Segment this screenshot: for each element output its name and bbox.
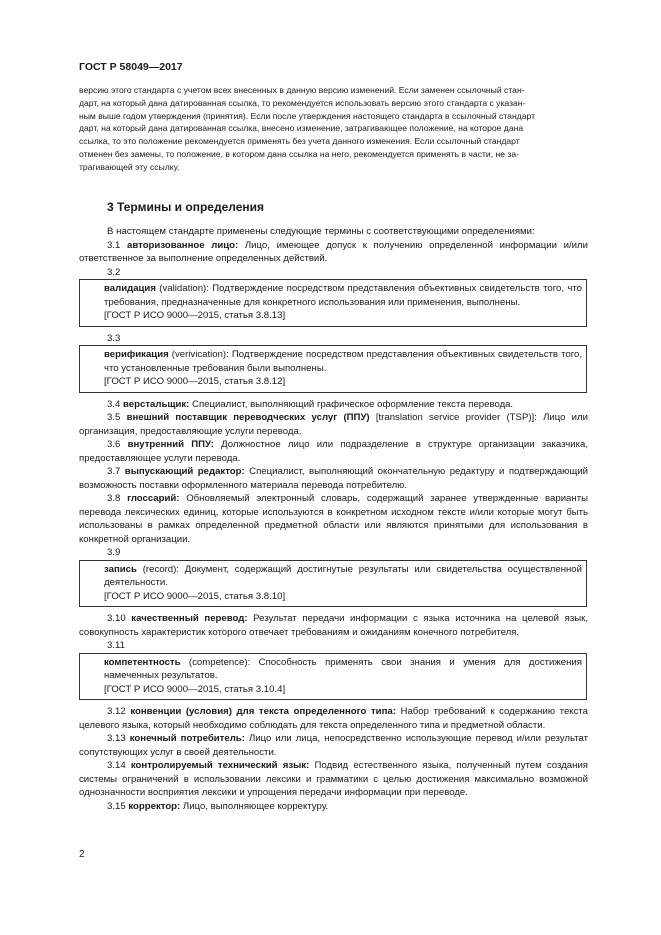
intro-paragraph (79, 84, 588, 174)
term-definition: Подвид естественного языка, полученный путем создания системы ограничений в использовании лексики и грамматики с целью достижения максимально возможной однозначности восприятия лексики и упрощения передачи информации при переводе. (79, 760, 588, 798)
term-3-10 (79, 612, 588, 639)
term-definition: (competence): Способность применять свои знания и умения для достижения намеченных результатов. (104, 656, 582, 681)
intro-line: версию этого стандарта с учетом всех внесенных в данную версию изменений. Если заменен ссылочный стан- (79, 85, 525, 95)
term-definition: Специалист, выполняющий окончательную редактуру и подтверждающий возможность поставки оформленного материала перевода потребителю. (79, 466, 588, 491)
intro-line: ным выше годом утверждения (принятия). Если после утверждения настоящего стандарта в ссылочный стандарт (79, 110, 536, 121)
term-name: выпускающий редактор: (124, 466, 245, 477)
term-number: 3.10 (107, 613, 126, 624)
term-definition: Лицо, выполняющее корректуру. (182, 800, 329, 812)
term-source: [ГОСТ Р ИСО 9000—2015, статья 3.8.12] (104, 376, 286, 387)
intro-line: отменен без замены, то положение, в котором дана ссылка на него, рекомендуется применять в части, не за- (79, 148, 519, 159)
term-3-3-box (79, 345, 587, 393)
term-name: компетентность (104, 656, 181, 668)
term-number: 3.3 (107, 332, 121, 344)
term-source: [ГОСТ Р ИСО 9000—2015, статья 3.8.10] (104, 590, 286, 602)
term-3-7 (79, 465, 588, 492)
term-definition: Лицо или лица, непосредственно использующие перевод и/или результат сопутствующих услуг в своей деятельности. (79, 733, 588, 758)
term-name: внешний поставщик переводческих услуг (ППУ) (126, 412, 370, 423)
term-definition: Набор требований к содержанию текста целевого языка, который необходимо соблюдать для текста определенного типа и предметной области. (79, 706, 588, 731)
term-name: качественный перевод: (131, 613, 248, 624)
term-definition: Должностное лицо или подразделение в структуре организации заказчика, предоставляющее услуги перевода. (79, 439, 588, 464)
term-number: 3.2 (107, 266, 121, 278)
term-source: [ГОСТ Р ИСО 9000—2015, статья 3.8.13] (104, 310, 286, 321)
term-source: [ГОСТ Р ИСО 9000—2015, статья 3.10.4] (104, 683, 286, 695)
intro-line: дарт, на который дана датированная ссылка, то рекомендуется использовать версию этого стандарта с указан- (79, 97, 526, 108)
section-intro: В настоящем стандарте применены следующие термины с соответствующими определениями: (107, 226, 535, 237)
term-3-1 (79, 239, 588, 266)
term-3-11-box (79, 653, 587, 701)
intro-line: ссылка, то это положение рекомендуется применять без учета данного изменения. Если ссылочный стандарт (79, 136, 520, 147)
term-number: 3.6 (107, 439, 121, 450)
term-3-13 (79, 732, 588, 759)
term-name: верстальщик: (123, 398, 190, 410)
term-number: 3.11 (107, 640, 125, 651)
term-number: 3.5 (107, 412, 121, 423)
term-definition: Лицо, имеющее допуск к получению определенной информации и/или ответственное за выполнение определенных действий. (79, 239, 588, 264)
term-name: валидация (104, 283, 156, 294)
standard-header: ГОСТ Р 58049—2017 (79, 61, 183, 73)
term-number: 3.13 (107, 733, 126, 744)
page-number: 2 (79, 849, 85, 860)
term-name: конвенции (условия) для текста определенного типа: (130, 706, 396, 717)
term-number: 3.4 (107, 398, 121, 410)
term-name: авторизованное лицо: (127, 239, 239, 251)
term-3-9-box (79, 560, 587, 608)
term-number: 3.12 (107, 706, 126, 717)
term-name: корректор: (128, 800, 181, 812)
term-name: внутренний ППУ: (127, 439, 214, 450)
term-name: запись (104, 563, 137, 575)
term-3-8 (79, 492, 588, 546)
term-3-2-box (79, 279, 587, 327)
term-3-5 (79, 411, 588, 438)
term-definition: [translation service provider (TSP)]: Лицо или организация, предоставляющие услуги перевода. (79, 412, 588, 437)
term-number: 3.8 (107, 493, 121, 504)
term-definition: Специалист, выполняющий графическое оформление текста перевода. (192, 398, 514, 410)
term-name: контролируемый технический язык: (130, 760, 310, 771)
term-3-4 (79, 398, 588, 412)
term-name: верификация (104, 349, 169, 360)
term-number: 3.1 (107, 239, 121, 251)
term-definition: (record): Документ, содержащий достигнутые результаты или свидетельства осуществленной деятельности. (104, 563, 582, 588)
term-3-14 (79, 759, 588, 800)
term-number: 3.15 (107, 800, 126, 812)
term-definition: (verivication): Подтверждение посредством представления объективных свидетельств того, что установленные требования были выполнены. (104, 349, 582, 374)
term-3-6 (79, 438, 588, 465)
intro-line: трагивающей эту ссылку. (79, 161, 180, 172)
term-definition: (validation): Подтверждение посредством представления объективных свидетельств того, что требования, предназначенные для конкретного использования или применения, выполнены. (104, 283, 582, 308)
term-definition: Обновляемый электронный словарь, содержащий заранее утвержденные варианты перевода лексических единиц, которые используются в конкретном исходном тексте и/или которые могут быть использованы в рамках определенной предметной области или являются принятыми для использования в конкретной организации. (79, 493, 588, 545)
term-number: 3.7 (107, 466, 121, 477)
term-name: глоссарий: (127, 493, 180, 504)
term-3-15 (79, 800, 588, 814)
term-name: конечный потребитель: (129, 733, 245, 744)
terms-body (79, 225, 588, 813)
term-number: 3.9 (107, 547, 121, 558)
intro-line: дарт, на который дана датированная ссылка, внесено изменение, затрагивающее положение, на которое дана (79, 123, 524, 134)
section-title: 3 Термины и определения (107, 200, 265, 214)
term-number: 3.14 (107, 760, 126, 771)
term-3-12 (79, 705, 588, 732)
term-definition: Результат передачи информации с языка источника на целевой язык, совокупность характеристик которого отвечает требованиям и ожиданиям конечного потребителя. (79, 613, 588, 638)
